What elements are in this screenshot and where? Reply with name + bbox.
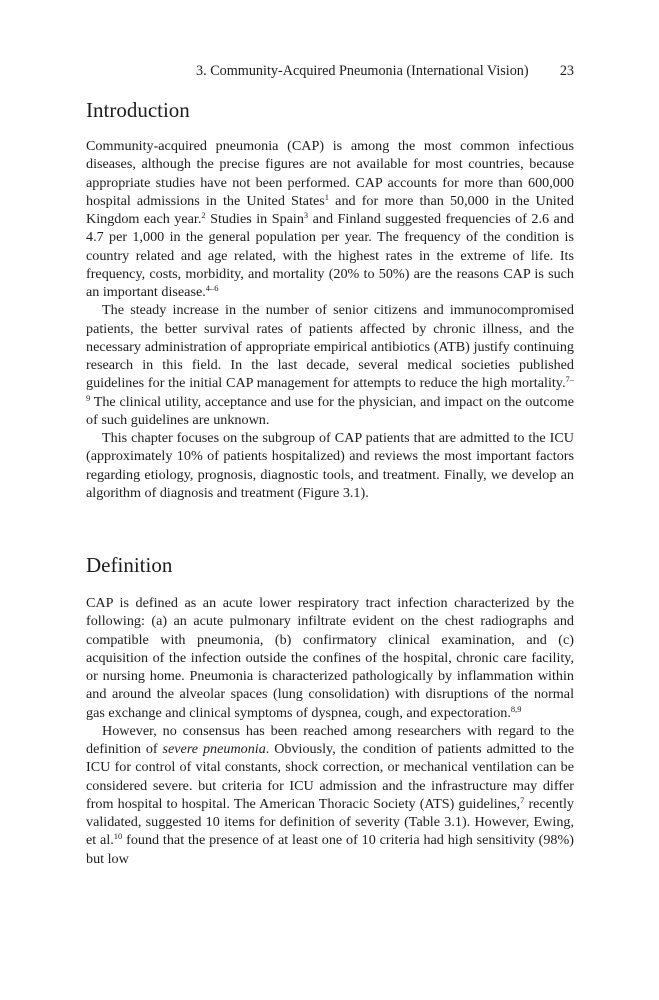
introduction-heading: Introduction bbox=[86, 98, 190, 122]
running-head bbox=[196, 62, 574, 80]
italic-term: severe pneumonia bbox=[162, 741, 266, 757]
reference-superscript: 2 bbox=[201, 210, 206, 220]
definition-body bbox=[86, 594, 574, 868]
running-head-title: 3. Community-Acquired Pneumonia (International Vision) bbox=[196, 63, 529, 79]
text-run: and for more than 50,000 in the United Kingdom each year. bbox=[86, 192, 575, 227]
text-run: However, no consensus has been reached among researchers with regard to the definition of bbox=[86, 722, 574, 757]
reference-superscript: 7 bbox=[520, 794, 525, 805]
text-run: found that the presence of at least one of 10 criteria had high sensitivity (98%) but low bbox=[86, 832, 574, 867]
text-run: The clinical utility, acceptance and use for the physician, and impact on the outcome of such guidelines are unknown. bbox=[86, 393, 574, 428]
text-run: recently validated, suggested 10 items for definition of severity (Table 3.1). However, Ewing, et al. bbox=[86, 795, 574, 849]
definition-paragraph-1 bbox=[86, 594, 574, 722]
definition-paragraph-2 bbox=[86, 722, 574, 868]
text-run: Studies in Spain bbox=[205, 211, 304, 227]
introduction-body bbox=[86, 137, 574, 502]
introduction-paragraph-3: This chapter focuses on the subgroup of CAP patients that are admitted to the ICU (approximately 10% of patients hospitalized) and reviews the most important factors regarding etiology, prognosis, diagnostic tools, and treatment. Finally, we develop an algorithm of diagnosis and treatment (Figure 3.1). bbox=[86, 430, 574, 501]
reference-superscript: 4–6 bbox=[205, 283, 219, 293]
page-number: 23 bbox=[559, 63, 574, 79]
text-run: The steady increase in the number of senior citizens and immunocompromised patients, the better survival rates of patients affected by chronic illness, and the necessary administration of appropriate empirical antibiotics (ATB) justify continuing research in this field. In the last decade, several medical societies published guidelines for the initial CAP management for attempts to reduce the high mortality. bbox=[86, 302, 574, 392]
text-run: and Finland suggested frequencies of 2.6 and 4.7 per 1,000 in the general population per year. The frequency of the condition is country related and age related, with the highest rates in the extreme of life. Its frequency, costs, morbidity, and mortality (20% to 50%) are the reasons CAP is such an important disease. bbox=[86, 211, 574, 300]
reference-superscript: 8,9 bbox=[510, 703, 522, 714]
reference-superscript: 10 bbox=[113, 831, 123, 842]
text-run: . Obviously, the condition of patients admitted to the ICU for control of vital constants, shock correction, or mechanical ventilation can be considered severe. but criteria for ICU admission and the infrastructure may differ from hospital to hospital. The American Thoracic Society (ATS) guidelines, bbox=[86, 741, 574, 812]
introduction-paragraph-1 bbox=[86, 137, 574, 301]
introduction-paragraph-2 bbox=[86, 301, 574, 429]
reference-superscript: 3 bbox=[303, 210, 309, 220]
text-run: Community-acquired pneumonia (CAP) is among the most common infectious diseases, although the precise figures are not available for most countries, because appropriate studies have not been performed. CAP accounts for more than 600,000 hospital admissions in the United States bbox=[86, 138, 574, 209]
reference-superscript: 7–9 bbox=[86, 374, 574, 403]
text-run: CAP is defined as an acute lower respiratory tract infection characterized by the following: (a) an acute pulmonary infiltrate evident on the chest radiographs and compatible with pneumonia, (b) confirmatory clinical examination, and (c) acquisition of the infection outside the confines of the hospital, chronic care facility, or nursing home. Pneumonia is characterized pathologically by inflammation within and around the alveolar spaces (lung consolidation) with disruptions of the normal gas exchange and clinical symptoms of dyspnea, cough, and expectoration. bbox=[86, 595, 574, 721]
definition-heading: Definition bbox=[86, 553, 173, 577]
reference-superscript: 1 bbox=[324, 191, 330, 202]
